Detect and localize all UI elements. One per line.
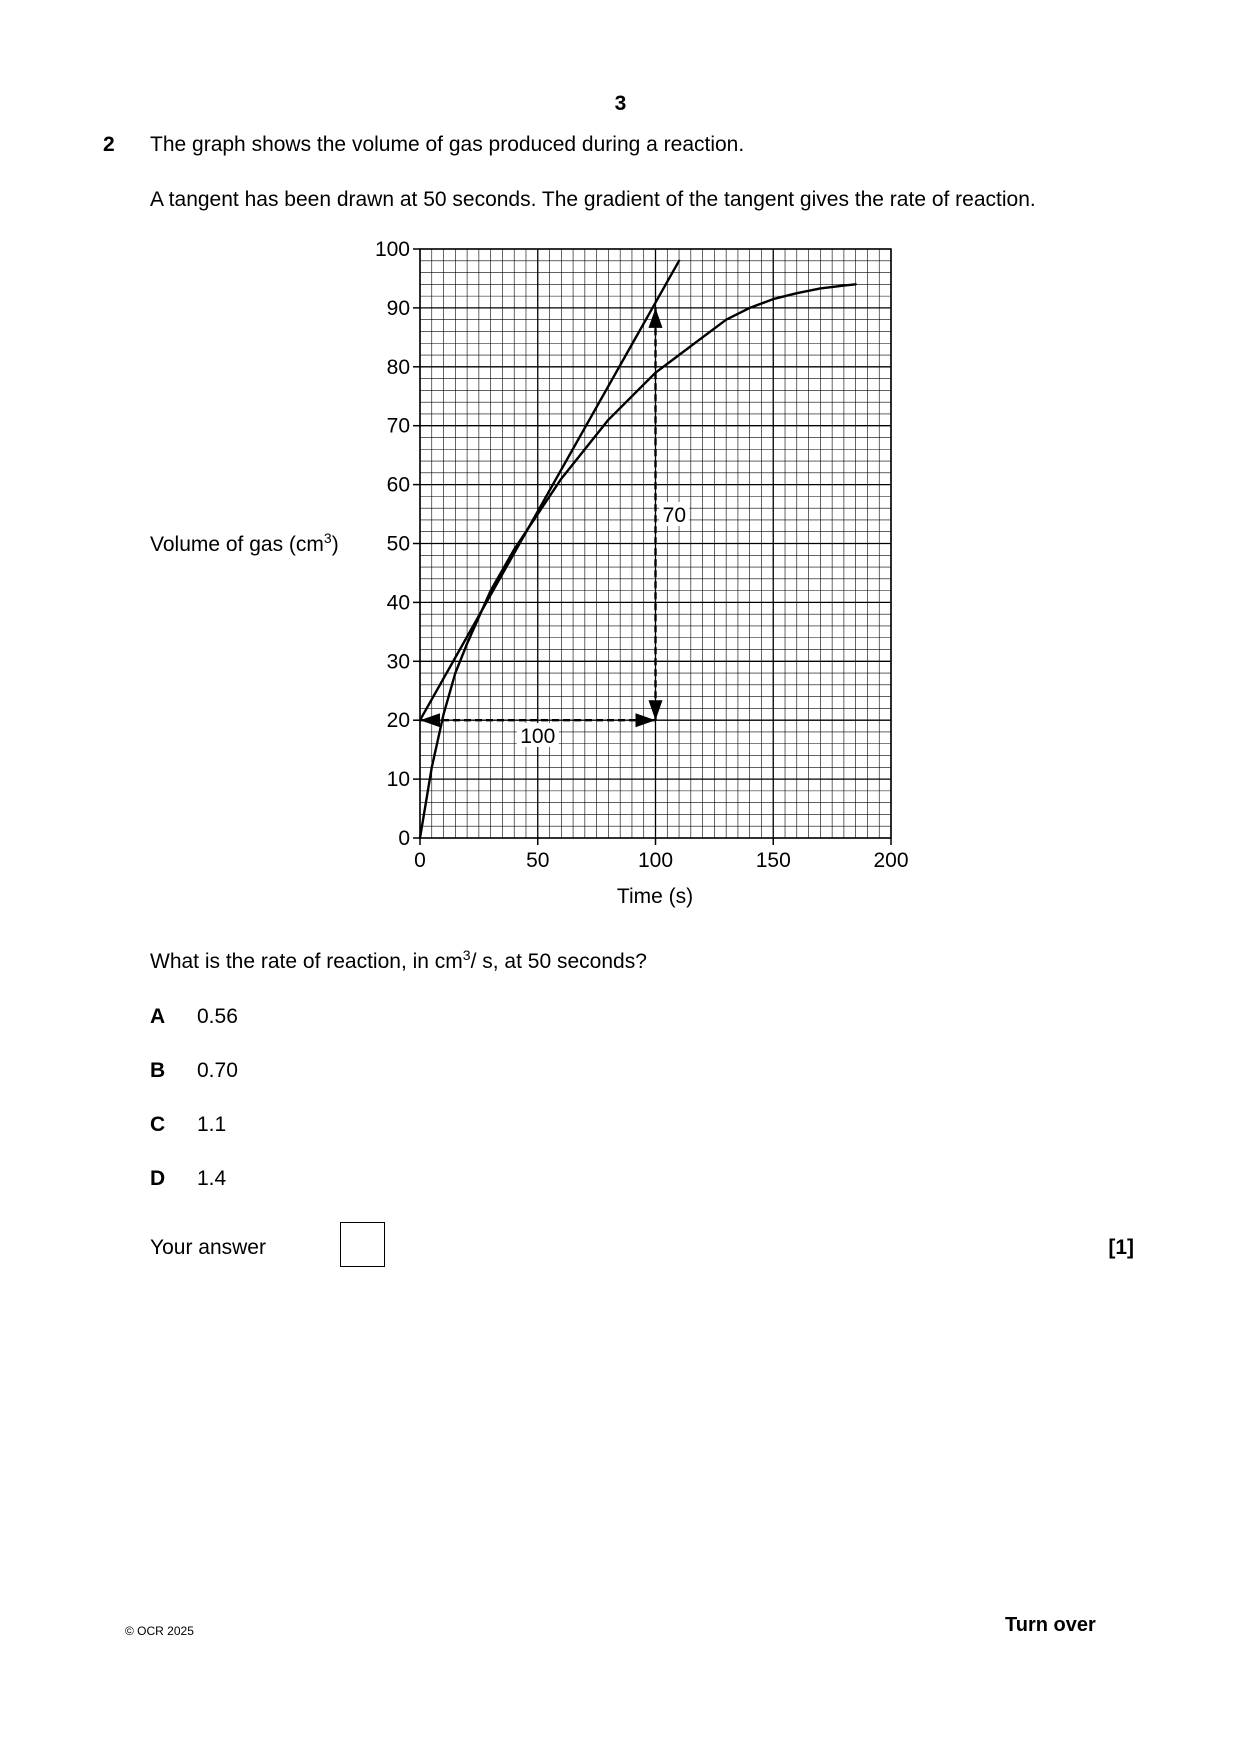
x-tick-label: 0 bbox=[414, 849, 426, 872]
page-number: 3 bbox=[614, 92, 627, 115]
question-number: 2 bbox=[103, 133, 115, 156]
run-label: 100 bbox=[520, 724, 556, 748]
y-tick-label: 40 bbox=[386, 591, 410, 615]
y-axis-label-prefix: Volume of gas (cm bbox=[150, 533, 324, 556]
x-axis-label: Time (s) bbox=[616, 885, 694, 908]
copyright-text: © OCR 2025 bbox=[125, 1624, 194, 1638]
y-tick-label: 20 bbox=[386, 709, 410, 733]
x-tick-label: 100 bbox=[637, 849, 674, 872]
y-tick-label: 60 bbox=[386, 473, 410, 497]
x-tick-label: 150 bbox=[755, 849, 791, 872]
answer-label: Your answer bbox=[150, 1236, 266, 1259]
turn-over-text: Turn over bbox=[1005, 1614, 1096, 1636]
y-tick-label: 10 bbox=[386, 768, 410, 792]
option-a-letter: A bbox=[150, 1005, 166, 1028]
x-tick-label: 50 bbox=[526, 849, 550, 872]
tangent-note: A tangent has been drawn at 50 seconds. The gradient of the tangent gives the rate of reaction. bbox=[150, 188, 1036, 211]
y-tick-label: 80 bbox=[386, 355, 410, 379]
option-b-value: 0.70 bbox=[197, 1059, 238, 1082]
y-tick-label: 50 bbox=[386, 532, 410, 556]
option-d-letter: D bbox=[150, 1167, 166, 1190]
option-d-value: 1.4 bbox=[197, 1167, 227, 1190]
prompt-text-after: / s, at 50 seconds? bbox=[470, 950, 647, 973]
y-tick-label: 30 bbox=[386, 650, 410, 674]
x-tick-label: 200 bbox=[873, 849, 909, 872]
rise-label: 70 bbox=[662, 504, 687, 528]
chart-series bbox=[420, 261, 856, 838]
option-c-letter: C bbox=[150, 1113, 166, 1136]
question-prompt bbox=[150, 947, 647, 974]
answer-box[interactable] bbox=[340, 1222, 385, 1267]
option-a-value: 0.56 bbox=[197, 1005, 238, 1028]
arrowhead bbox=[649, 700, 663, 720]
y-axis-label-suffix: ) bbox=[331, 533, 339, 556]
prompt-sup: 3 bbox=[462, 947, 471, 963]
y-tick-label: 90 bbox=[386, 296, 410, 320]
marks-label: [1] bbox=[1108, 1236, 1134, 1259]
y-tick-label: 0 bbox=[398, 827, 410, 850]
y-tick-label: 100 bbox=[374, 238, 410, 261]
chart-annotations bbox=[420, 308, 689, 748]
arrowhead bbox=[636, 713, 656, 727]
y-tick-label: 70 bbox=[386, 414, 410, 438]
y-axis-label-sup: 3 bbox=[323, 530, 332, 546]
question-intro: The graph shows the volume of gas produced during a reaction. bbox=[150, 133, 745, 156]
option-c-value: 1.1 bbox=[197, 1113, 227, 1136]
option-b-letter: B bbox=[150, 1059, 166, 1082]
prompt-text-before: What is the rate of reaction, in cm bbox=[150, 950, 463, 973]
